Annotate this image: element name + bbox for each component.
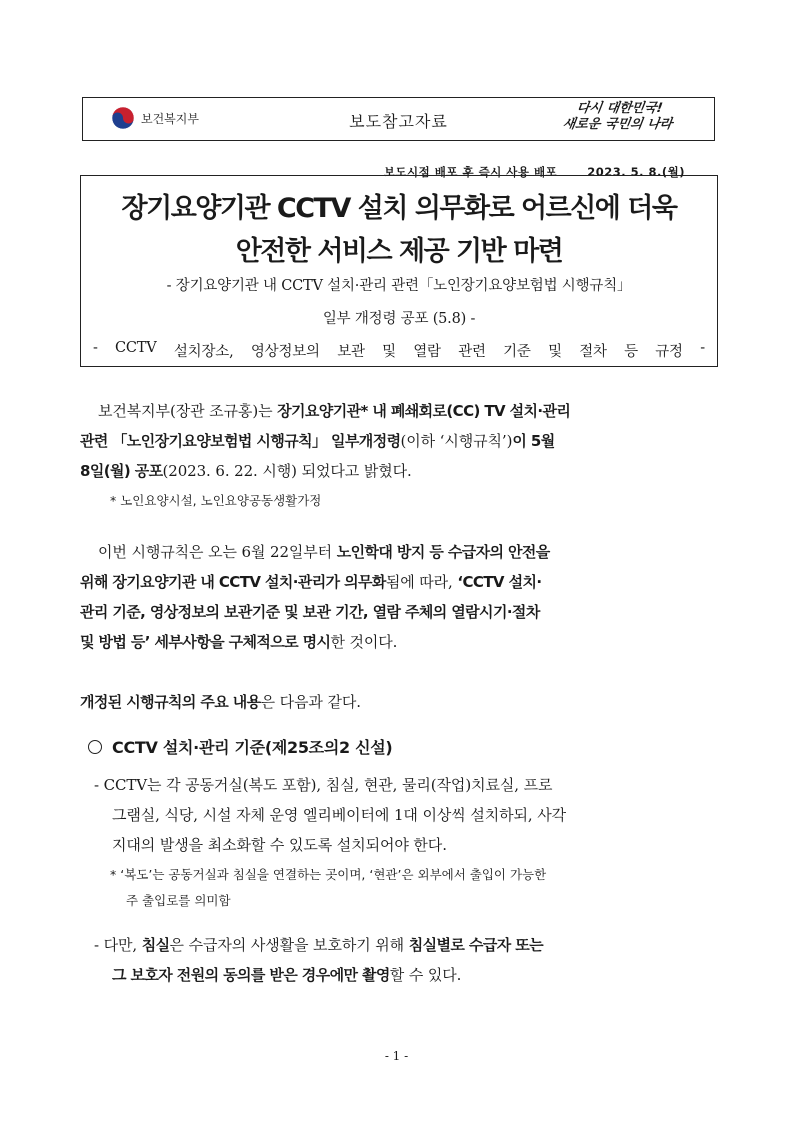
release-date: 2023. 5. 8.(월) <box>587 165 685 179</box>
para2-line-1: 이번 시행규칙은 오는 6월 22일부터 노인학대 방지 등 수급자의 안전을 <box>98 543 550 561</box>
ministry-name: 보건복지부 <box>141 111 199 126</box>
slogan-line-1: 다시 대한민국! <box>575 101 664 116</box>
document-type-label: 보도참고자료 <box>349 112 448 131</box>
subtitle-word: 기준 <box>503 344 531 360</box>
section1-footnote-line-2: 주 출입로를 의미함 <box>126 893 231 908</box>
section1-item2-line-2: 그 보호자 전원의 동의를 받은 경우에만 촬영할 수 있다. <box>112 966 462 984</box>
subtitle-word: 규정 <box>655 344 683 360</box>
subtitle-line-2: 일부 개정령 공포 (5.8) - <box>322 311 476 327</box>
para2-line-2: 위해 장기요양기관 내 CCTV 설치·관리가 의무화됨에 따라, ‘CCTV 설치· <box>80 573 542 591</box>
para2-line-4: 및 방법 등’ 세부사항을 구체적으로 명시한 것이다. <box>80 633 398 651</box>
para1-line-2: 관련 「노인장기요양보험법 시행규칙」 일부개정령(이하 ‘시행규칙’)이 5월 <box>80 432 555 450</box>
government-slogan <box>549 101 688 133</box>
subtitle-word: 영상정보의 <box>250 344 320 360</box>
subtitle-word: CCTV <box>115 340 157 356</box>
subtitle-line-1: - 장기요양기관 내 CCTV 설치·관리 관련「노인장기요양보험법 시행규칙」 <box>166 278 632 294</box>
subtitle-word: 관련 <box>458 344 486 360</box>
para2-line-3: 관리 기준, 영상정보의 보관기준 및 보관 기간, 열람 주체의 열람시기·절차 <box>80 603 540 621</box>
section1-item2-line-1: - 다만, 침실은 수급자의 사생활을 보호하기 위해 침실별로 수급자 또는 <box>94 936 544 954</box>
subtitle-word: 및 <box>548 344 562 360</box>
main-title-line-1: 장기요양기관 CCTV 설치 의무화로 어르신에 더욱 <box>121 193 677 224</box>
section-heading: CCTV 설치·관리 기준(제25조의2 신설) <box>88 735 392 758</box>
subtitle-word: - <box>93 340 98 356</box>
subtitle-word: 및 <box>382 344 396 360</box>
subtitle-word: 열람 <box>413 344 441 360</box>
slogan-line-2: 새로운 국민의 나라 <box>561 117 674 132</box>
para1-footnote: * 노인요양시설, 노인요양공동생활가정 <box>110 493 322 508</box>
subtitle-word: 절차 <box>579 344 607 360</box>
subtitle-line-3 <box>93 340 705 361</box>
press-header-box <box>82 97 715 141</box>
section1-item1-line-1: - CCTV는 각 공동거실(복도 포함), 침실, 현관, 물리(작업)치료실, 프로 <box>94 776 553 794</box>
section1-item1-line-2: 그램실, 식당, 시설 자체 운영 엘리베이터에 1대 이상씩 설치하되, 사각 <box>112 806 566 824</box>
hollow-circle-bullet-icon <box>88 740 102 754</box>
subtitle-word: 등 <box>624 344 638 360</box>
section1-footnote-line-1: * ‘복도’는 공동거실과 침실을 연결하는 곳이며, ‘현관’은 외부에서 출입이 가능한 <box>110 867 547 882</box>
page-number: - 1 - <box>384 1049 409 1063</box>
para1-line-3: 8일(월) 공포(2023. 6. 22. 시행) 되었다고 밝혔다. <box>80 462 412 480</box>
subtitle-word: - <box>700 340 705 356</box>
main-title-line-2: 안전한 서비스 제공 기반 마련 <box>235 236 563 267</box>
title-box <box>80 175 718 367</box>
subtitle-word: 보관 <box>337 344 365 360</box>
section1-item1-line-3: 지대의 발생을 최소화할 수 있도록 설치되어야 한다. <box>112 836 447 854</box>
release-timing: 보도시점 배포 후 즉시 사용 배포 <box>383 165 558 179</box>
intro-line: 개정된 시행규칙의 주요 내용은 다음과 같다. <box>80 693 361 711</box>
subtitle-word: 설치장소, <box>173 344 234 360</box>
para1-line-1: 보건복지부(장관 조규홍)는 장기요양기관* 내 폐쇄회로(CC) TV 설치·관리 <box>98 402 571 420</box>
